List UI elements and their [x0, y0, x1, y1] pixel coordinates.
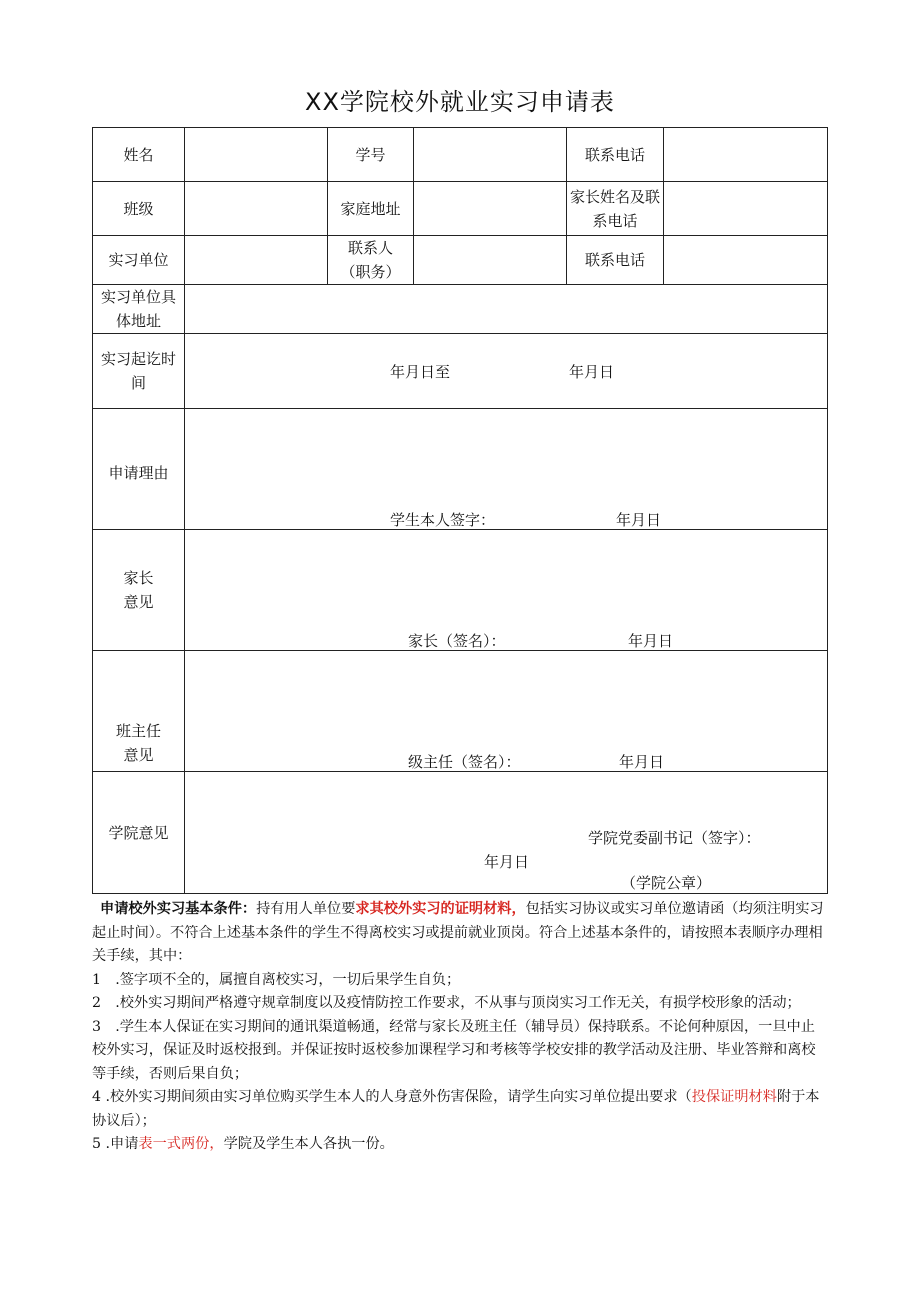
company-phone-label: 联系电话 [584, 251, 645, 269]
company-label: 实习单位 [108, 251, 169, 269]
company-address-field[interactable] [185, 285, 827, 333]
notes-item-1: 1 .签字项不全的，属擅自离校实习，一切后果学生自负； [92, 971, 461, 988]
parent-contact-field[interactable] [664, 182, 827, 235]
parent-opinion-label: 家长意见 [123, 569, 154, 611]
teacher-sign-text: 级主任（签名）： [408, 753, 521, 771]
notes-intro-highlight: 求其校外实习的证明材料， [355, 901, 526, 917]
application-notes [92, 898, 828, 1157]
phone-field[interactable] [664, 128, 827, 181]
notes-intro-text-2: 包括实习协议或实习单位邀请函（均须注明实习起止时间）。不符合上述基本条件的学生不得离校实习或提前就业顶岗。符合上述基本条件的，请按照本表顺序办理相关手续，其中： [92, 901, 824, 964]
contact-person-label: 联系人（职务） [340, 239, 401, 281]
college-sign-text: 学院党委副书记（签字）： [588, 829, 761, 847]
contact-person-field[interactable] [414, 236, 566, 284]
notes-item-4-text: 4 .校外实习期间须由实习单位购买学生本人的人身意外伤害保险，请学生向实习单位提出要求（ [92, 1089, 692, 1105]
notes-item-4 [92, 1086, 828, 1133]
notes-item-2: 2 .校外实习期间严格遵守规章制度以及疫情防控工作要求，不从事与顶岗实习工作无关，有损学校形象的活动； [92, 995, 801, 1011]
notes-item-5 [92, 1133, 828, 1157]
form-title: XX学院校外就业实习申请表 [305, 88, 615, 116]
parent-date-text: 年月日 [628, 632, 674, 650]
notes-item-5-text-2: 学院及学生本人各执一份。 [223, 1136, 394, 1152]
notes-item-3: 3 .学生本人保证在实习期间的通讯渠道畅通，经常与家长及班主任（辅导员）保持联系。不论何种原因，一旦中止校外实习，保证及时返校报到。并保证按时返校参加课程学习和考核等学校安排的教学活动及注册、毕业答辩和离校等手续，否则后果自负； [92, 1018, 816, 1082]
period-from-text: 年月日至 [390, 363, 451, 381]
period-label: 实习起讫时间 [100, 350, 176, 392]
form-table [92, 127, 828, 894]
home-address-label: 家庭地址 [340, 199, 401, 218]
name-field[interactable] [185, 128, 327, 181]
student-id-field[interactable] [414, 128, 566, 181]
name-label: 姓名 [123, 145, 154, 164]
notes-item-5-highlight: 表一式两份， [138, 1136, 224, 1152]
notes-item-4-highlight: 投保证明材料 [691, 1089, 777, 1105]
phone-label: 联系电话 [584, 145, 645, 164]
college-opinion-label: 学院意见 [108, 824, 169, 842]
parent-sign-text: 家长（签名）： [408, 632, 506, 650]
class-label: 班级 [123, 199, 154, 218]
teacher-opinion-label: 班主任意见 [115, 722, 161, 764]
class-field[interactable] [185, 182, 327, 235]
college-date-text: 年月日 [484, 853, 530, 871]
reason-label: 申请理由 [108, 464, 169, 482]
student-date-text: 年月日 [616, 511, 662, 529]
student-id-label: 学号 [355, 145, 386, 164]
notes-item-5-text: 5 .申请 [92, 1136, 139, 1152]
period-field[interactable] [185, 334, 827, 408]
parent-contact-label: 家长姓名及联系电话 [569, 187, 660, 230]
parent-opinion-field[interactable] [185, 530, 827, 650]
college-seal-text: （学院公章） [621, 874, 712, 892]
company-phone-field[interactable] [664, 236, 827, 284]
company-address-label: 实习单位具体地址 [100, 288, 176, 330]
notes-intro-text: 持有用人单位要 [256, 901, 356, 917]
student-sign-text: 学生本人签字： [390, 511, 496, 529]
period-to-text: 年月日 [569, 363, 615, 381]
reason-field[interactable] [185, 409, 827, 529]
notes-heading: 申请校外实习基本条件： [100, 901, 257, 917]
company-field[interactable] [185, 236, 327, 284]
teacher-date-text: 年月日 [619, 753, 665, 771]
notes-item-4-text-2: 附于本协议后）； [92, 1089, 820, 1129]
notes-intro [92, 898, 828, 969]
home-address-field[interactable] [414, 182, 566, 235]
